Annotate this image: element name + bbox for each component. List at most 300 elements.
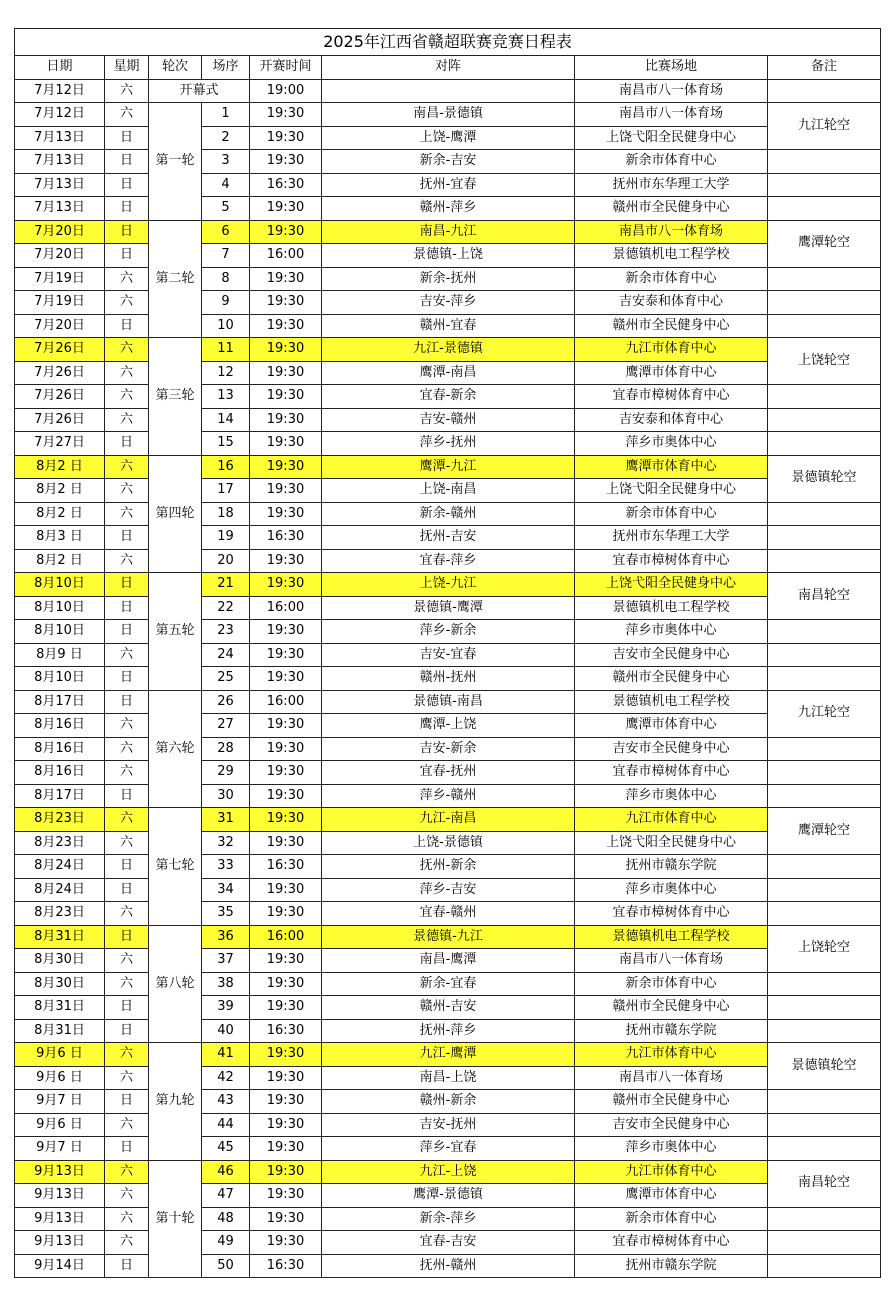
cell-kickoff-time: 19:30 [250, 502, 322, 526]
cell-note: 上饶轮空 [768, 338, 881, 385]
cell-kickoff-time: 16:30 [250, 1254, 322, 1278]
cell-round: 第六轮 [149, 690, 202, 808]
cell-match-no: 33 [202, 855, 250, 879]
cell-venue: 鹰潭市体育中心 [575, 455, 768, 479]
header-kickoff-time: 开赛时间 [250, 56, 322, 80]
table-row [15, 714, 881, 738]
cell-note-empty [768, 197, 881, 221]
cell-weekday: 日 [105, 197, 149, 221]
cell-match-no: 34 [202, 878, 250, 902]
cell-date: 8月10日 [15, 620, 105, 644]
cell-match-no: 39 [202, 996, 250, 1020]
table-row [15, 1184, 881, 1208]
cell-date: 8月10日 [15, 573, 105, 597]
cell-matchup: 景德镇-南昌 [322, 690, 575, 714]
cell-matchup: 萍乡-新余 [322, 620, 575, 644]
cell-match-no: 7 [202, 244, 250, 268]
cell-kickoff-time: 19:30 [250, 103, 322, 127]
cell-venue: 抚州市赣东学院 [575, 1254, 768, 1278]
cell-match-no: 50 [202, 1254, 250, 1278]
cell-venue: 南昌市八一体育场 [575, 220, 768, 244]
cell-venue: 吉安泰和体育中心 [575, 408, 768, 432]
cell-matchup: 鹰潭-九江 [322, 455, 575, 479]
cell-kickoff-time: 16:30 [250, 173, 322, 197]
cell-match-no: 20 [202, 549, 250, 573]
cell-venue: 萍乡市奥体中心 [575, 1137, 768, 1161]
cell-weekday: 六 [105, 1066, 149, 1090]
cell-venue: 上饶弋阳全民健身中心 [575, 479, 768, 503]
cell-match-no: 16 [202, 455, 250, 479]
table-row [15, 1254, 881, 1278]
cell-matchup: 九江-南昌 [322, 808, 575, 832]
cell-venue: 南昌市八一体育场 [575, 103, 768, 127]
table-row [15, 267, 881, 291]
cell-kickoff-time: 19:30 [250, 197, 322, 221]
header-matchup: 对阵 [322, 56, 575, 80]
cell-matchup: 赣州-新余 [322, 1090, 575, 1114]
cell-venue: 吉安泰和体育中心 [575, 291, 768, 315]
cell-weekday: 日 [105, 1019, 149, 1043]
table-row [15, 1137, 881, 1161]
cell-note: 南昌轮空 [768, 1160, 881, 1207]
cell-match-no: 31 [202, 808, 250, 832]
cell-match-no: 25 [202, 667, 250, 691]
table-row [15, 1113, 881, 1137]
cell-match-no: 18 [202, 502, 250, 526]
cell-match-no: 49 [202, 1231, 250, 1255]
cell-date: 8月23日 [15, 831, 105, 855]
cell-date: 8月2 日 [15, 502, 105, 526]
cell-venue: 鹰潭市体育中心 [575, 714, 768, 738]
cell-weekday: 六 [105, 267, 149, 291]
cell-date: 8月31日 [15, 996, 105, 1020]
cell-round: 第九轮 [149, 1043, 202, 1161]
table-row [15, 385, 881, 409]
cell-matchup: 赣州-萍乡 [322, 197, 575, 221]
cell-note-empty [768, 267, 881, 291]
cell-venue: 抚州市赣东学院 [575, 855, 768, 879]
cell-matchup: 上饶-景德镇 [322, 831, 575, 855]
cell-kickoff-time: 19:30 [250, 1207, 322, 1231]
table-row [15, 1043, 881, 1067]
cell-venue: 吉安市全民健身中心 [575, 737, 768, 761]
cell-note: 九江轮空 [768, 690, 881, 737]
cell-matchup: 鹰潭-南昌 [322, 361, 575, 385]
cell-kickoff-time: 19:30 [250, 1184, 322, 1208]
cell-matchup: 新余-吉安 [322, 150, 575, 174]
cell-match-no: 27 [202, 714, 250, 738]
cell-weekday: 六 [105, 808, 149, 832]
cell-weekday: 六 [105, 737, 149, 761]
schedule-sheet [14, 28, 881, 1278]
cell-date: 8月30日 [15, 972, 105, 996]
table-row [15, 596, 881, 620]
cell-date: 7月13日 [15, 126, 105, 150]
cell-weekday: 日 [105, 996, 149, 1020]
cell-venue: 新余市体育中心 [575, 1207, 768, 1231]
header-venue: 比赛场地 [575, 56, 768, 80]
cell-note-empty [768, 291, 881, 315]
cell-match-no: 35 [202, 902, 250, 926]
cell-venue: 萍乡市奥体中心 [575, 878, 768, 902]
cell-venue: 九江市体育中心 [575, 1160, 768, 1184]
cell-kickoff-time: 19:30 [250, 1066, 322, 1090]
cell-weekday: 六 [105, 361, 149, 385]
cell-date: 7月12日 [15, 103, 105, 127]
cell-match-no: 38 [202, 972, 250, 996]
cell-match-no: 41 [202, 1043, 250, 1067]
cell-match-no: 8 [202, 267, 250, 291]
cell-matchup: 宜春-抚州 [322, 761, 575, 785]
cell-match-no: 5 [202, 197, 250, 221]
cell-note-empty [768, 667, 881, 691]
cell-date: 9月6 日 [15, 1113, 105, 1137]
header-date: 日期 [15, 56, 105, 80]
table-row [15, 549, 881, 573]
cell-note-empty [768, 996, 881, 1020]
cell-kickoff-time: 19:30 [250, 479, 322, 503]
cell-kickoff-time: 16:00 [250, 690, 322, 714]
cell-venue: 九江市体育中心 [575, 1043, 768, 1067]
cell-matchup: 新余-赣州 [322, 502, 575, 526]
cell-kickoff-time: 16:00 [250, 925, 322, 949]
cell-date: 7月20日 [15, 244, 105, 268]
cell-match-no: 44 [202, 1113, 250, 1137]
opening-label: 开幕式 [149, 79, 250, 103]
cell-note-empty [768, 432, 881, 456]
schedule-table [14, 28, 881, 1278]
cell-venue: 上饶弋阳全民健身中心 [575, 126, 768, 150]
table-row [15, 972, 881, 996]
cell-date: 8月23日 [15, 808, 105, 832]
cell-date: 8月24日 [15, 855, 105, 879]
cell-kickoff-time: 16:30 [250, 1019, 322, 1043]
header-round: 轮次 [149, 56, 202, 80]
cell-matchup: 上饶-九江 [322, 573, 575, 597]
cell-note-empty [768, 878, 881, 902]
cell-note-empty [768, 1113, 881, 1137]
cell-date: 9月13日 [15, 1184, 105, 1208]
cell-date: 8月24日 [15, 878, 105, 902]
cell-date: 7月26日 [15, 385, 105, 409]
cell-match-no: 28 [202, 737, 250, 761]
cell-matchup: 抚州-萍乡 [322, 1019, 575, 1043]
cell-note-empty [768, 643, 881, 667]
cell-matchup: 南昌-景德镇 [322, 103, 575, 127]
cell-date: 8月30日 [15, 949, 105, 973]
title-row [15, 29, 881, 56]
table-row [15, 314, 881, 338]
cell-kickoff-time: 19:30 [250, 455, 322, 479]
cell-matchup: 吉安-新余 [322, 737, 575, 761]
cell-date: 8月17日 [15, 784, 105, 808]
cell-kickoff-time: 19:30 [250, 761, 322, 785]
cell-venue: 宜春市樟树体育中心 [575, 1231, 768, 1255]
cell-date: 8月2 日 [15, 479, 105, 503]
cell-matchup: 上饶-鹰潭 [322, 126, 575, 150]
cell-venue: 赣州市全民健身中心 [575, 1090, 768, 1114]
cell-kickoff-time: 19:30 [250, 314, 322, 338]
cell-matchup: 赣州-吉安 [322, 996, 575, 1020]
cell-note-empty [768, 1207, 881, 1231]
cell-match-no: 9 [202, 291, 250, 315]
cell-note-empty [768, 1019, 881, 1043]
cell-round: 第十轮 [149, 1160, 202, 1278]
cell-date: 9月14日 [15, 1254, 105, 1278]
cell-kickoff-time: 19:30 [250, 150, 322, 174]
cell-weekday: 六 [105, 1043, 149, 1067]
cell-kickoff-time: 16:30 [250, 855, 322, 879]
cell-matchup: 萍乡-宜春 [322, 1137, 575, 1161]
table-row [15, 1019, 881, 1043]
cell-venue: 鹰潭市体育中心 [575, 361, 768, 385]
cell-weekday: 六 [105, 972, 149, 996]
cell-venue: 景德镇机电工程学校 [575, 925, 768, 949]
cell-kickoff-time: 16:30 [250, 526, 322, 550]
cell-match-no: 40 [202, 1019, 250, 1043]
header-weekday: 星期 [105, 56, 149, 80]
cell-matchup: 新余-宜春 [322, 972, 575, 996]
cell-weekday: 六 [105, 831, 149, 855]
cell-matchup: 萍乡-吉安 [322, 878, 575, 902]
cell-kickoff-time: 19:30 [250, 549, 322, 573]
cell-weekday: 六 [105, 1160, 149, 1184]
table-row [15, 173, 881, 197]
table-row [15, 831, 881, 855]
cell-venue: 新余市体育中心 [575, 150, 768, 174]
cell-kickoff-time: 19:30 [250, 972, 322, 996]
table-row [15, 1066, 881, 1090]
table-row [15, 526, 881, 550]
cell-weekday: 六 [105, 291, 149, 315]
cell-matchup: 抚州-赣州 [322, 1254, 575, 1278]
cell-date: 8月3 日 [15, 526, 105, 550]
cell-venue: 九江市体育中心 [575, 338, 768, 362]
cell-note-empty [768, 385, 881, 409]
cell-weekday: 六 [105, 1113, 149, 1137]
cell-kickoff-time: 19:30 [250, 808, 322, 832]
cell-kickoff-time: 19:30 [250, 643, 322, 667]
cell-note: 景德镇轮空 [768, 1043, 881, 1090]
table-row [15, 1231, 881, 1255]
cell-weekday: 日 [105, 1137, 149, 1161]
cell-kickoff-time: 19:30 [250, 737, 322, 761]
cell-matchup: 萍乡-赣州 [322, 784, 575, 808]
table-row [15, 925, 881, 949]
cell-matchup: 南昌-鹰潭 [322, 949, 575, 973]
cell-weekday: 日 [105, 878, 149, 902]
table-row [15, 126, 881, 150]
cell-date: 9月6 日 [15, 1066, 105, 1090]
cell-date: 7月13日 [15, 150, 105, 174]
cell-weekday: 日 [105, 1090, 149, 1114]
cell-note-empty [768, 1137, 881, 1161]
cell-match-no: 29 [202, 761, 250, 785]
cell-kickoff-time: 19:30 [250, 385, 322, 409]
cell-match-no: 30 [202, 784, 250, 808]
cell-match-no: 1 [202, 103, 250, 127]
table-row [15, 573, 881, 597]
table-row [15, 949, 881, 973]
cell-venue: 新余市体育中心 [575, 972, 768, 996]
cell-kickoff-time: 19:30 [250, 1090, 322, 1114]
cell-kickoff-time: 19:30 [250, 408, 322, 432]
cell-note: 鹰潭轮空 [768, 220, 881, 267]
cell-venue: 宜春市樟树体育中心 [575, 902, 768, 926]
cell-kickoff-time: 19:30 [250, 338, 322, 362]
cell-date: 9月7 日 [15, 1090, 105, 1114]
cell-date: 9月6 日 [15, 1043, 105, 1067]
cell-match-no: 26 [202, 690, 250, 714]
cell-round: 第三轮 [149, 338, 202, 456]
cell-matchup: 上饶-南昌 [322, 479, 575, 503]
cell-date: 7月19日 [15, 291, 105, 315]
cell-venue: 南昌市八一体育场 [575, 1066, 768, 1090]
table-row [15, 690, 881, 714]
table-row [15, 737, 881, 761]
cell-date: 8月9 日 [15, 643, 105, 667]
cell-venue: 抚州市东华理工大学 [575, 526, 768, 550]
cell-note-empty [768, 737, 881, 761]
table-row [15, 620, 881, 644]
cell-weekday: 日 [105, 173, 149, 197]
cell-round: 第八轮 [149, 925, 202, 1043]
table-row [15, 808, 881, 832]
cell-date: 7月13日 [15, 173, 105, 197]
cell-weekday: 日 [105, 126, 149, 150]
table-title: 2025年江西省赣超联赛竞赛日程表 [15, 29, 881, 56]
cell-match-no: 21 [202, 573, 250, 597]
cell-matchup: 南昌-上饶 [322, 1066, 575, 1090]
cell-matchup: 宜春-新余 [322, 385, 575, 409]
table-row [15, 643, 881, 667]
cell-round: 第一轮 [149, 103, 202, 221]
cell-weekday: 六 [105, 385, 149, 409]
cell-matchup: 景德镇-九江 [322, 925, 575, 949]
cell-weekday: 六 [105, 761, 149, 785]
cell-weekday: 日 [105, 690, 149, 714]
cell-match-no: 42 [202, 1066, 250, 1090]
cell-venue: 宜春市樟树体育中心 [575, 761, 768, 785]
cell-match-no: 36 [202, 925, 250, 949]
cell-kickoff-time: 19:30 [250, 1043, 322, 1067]
cell-matchup: 抚州-新余 [322, 855, 575, 879]
cell-weekday: 六 [105, 338, 149, 362]
cell-matchup: 萍乡-抚州 [322, 432, 575, 456]
cell-note-empty [768, 784, 881, 808]
cell-note-empty [768, 549, 881, 573]
cell-date: 7月26日 [15, 408, 105, 432]
table-row [15, 667, 881, 691]
cell-match-no: 10 [202, 314, 250, 338]
cell-weekday: 日 [105, 667, 149, 691]
cell-match-no: 6 [202, 220, 250, 244]
cell-matchup: 宜春-赣州 [322, 902, 575, 926]
table-row [15, 761, 881, 785]
cell-kickoff-time: 19:30 [250, 996, 322, 1020]
cell-date: 8月2 日 [15, 455, 105, 479]
cell-matchup: 赣州-宜春 [322, 314, 575, 338]
cell-note-empty [768, 761, 881, 785]
cell-match-no: 22 [202, 596, 250, 620]
cell-match-no: 47 [202, 1184, 250, 1208]
cell-date: 8月16日 [15, 737, 105, 761]
cell-weekday: 六 [105, 1231, 149, 1255]
cell-matchup: 吉安-赣州 [322, 408, 575, 432]
cell-venue: 吉安市全民健身中心 [575, 1113, 768, 1137]
cell-date: 7月27日 [15, 432, 105, 456]
cell-venue: 新余市体育中心 [575, 267, 768, 291]
cell-note-empty [768, 502, 881, 526]
cell-weekday: 日 [105, 314, 149, 338]
cell-date: 8月31日 [15, 1019, 105, 1043]
table-row [15, 479, 881, 503]
cell-kickoff-time: 19:30 [250, 432, 322, 456]
cell-venue: 抚州市赣东学院 [575, 1019, 768, 1043]
cell-kickoff-time: 19:30 [250, 1113, 322, 1137]
cell-venue: 赣州市全民健身中心 [575, 197, 768, 221]
cell-weekday: 日 [105, 244, 149, 268]
cell-match-no: 14 [202, 408, 250, 432]
cell-weekday: 六 [105, 714, 149, 738]
opening-weekday: 六 [105, 79, 149, 103]
header-row [15, 56, 881, 80]
opening-note [768, 79, 881, 103]
cell-match-no: 48 [202, 1207, 250, 1231]
cell-weekday: 日 [105, 573, 149, 597]
cell-kickoff-time: 19:30 [250, 291, 322, 315]
cell-venue: 吉安市全民健身中心 [575, 643, 768, 667]
cell-note-empty [768, 526, 881, 550]
table-row [15, 338, 881, 362]
cell-note: 鹰潭轮空 [768, 808, 881, 855]
cell-weekday: 日 [105, 855, 149, 879]
cell-weekday: 六 [105, 455, 149, 479]
cell-kickoff-time: 19:30 [250, 902, 322, 926]
cell-match-no: 32 [202, 831, 250, 855]
cell-match-no: 46 [202, 1160, 250, 1184]
cell-matchup: 抚州-宜春 [322, 173, 575, 197]
cell-note-empty [768, 1231, 881, 1255]
cell-date: 7月20日 [15, 220, 105, 244]
cell-match-no: 45 [202, 1137, 250, 1161]
cell-date: 8月2 日 [15, 549, 105, 573]
cell-venue: 九江市体育中心 [575, 808, 768, 832]
cell-weekday: 日 [105, 1254, 149, 1278]
cell-venue: 萍乡市奥体中心 [575, 784, 768, 808]
cell-weekday: 六 [105, 1184, 149, 1208]
cell-weekday: 日 [105, 784, 149, 808]
cell-weekday: 日 [105, 526, 149, 550]
cell-date: 9月13日 [15, 1160, 105, 1184]
cell-note-empty [768, 1090, 881, 1114]
cell-venue: 萍乡市奥体中心 [575, 432, 768, 456]
cell-venue: 宜春市樟树体育中心 [575, 385, 768, 409]
cell-date: 8月16日 [15, 714, 105, 738]
cell-date: 7月26日 [15, 361, 105, 385]
cell-matchup: 赣州-抚州 [322, 667, 575, 691]
cell-match-no: 4 [202, 173, 250, 197]
cell-venue: 景德镇机电工程学校 [575, 244, 768, 268]
cell-matchup: 宜春-萍乡 [322, 549, 575, 573]
cell-kickoff-time: 16:00 [250, 596, 322, 620]
cell-weekday: 六 [105, 103, 149, 127]
table-row [15, 197, 881, 221]
cell-match-no: 19 [202, 526, 250, 550]
cell-venue: 上饶弋阳全民健身中心 [575, 831, 768, 855]
cell-venue: 景德镇机电工程学校 [575, 596, 768, 620]
cell-note-empty [768, 1254, 881, 1278]
